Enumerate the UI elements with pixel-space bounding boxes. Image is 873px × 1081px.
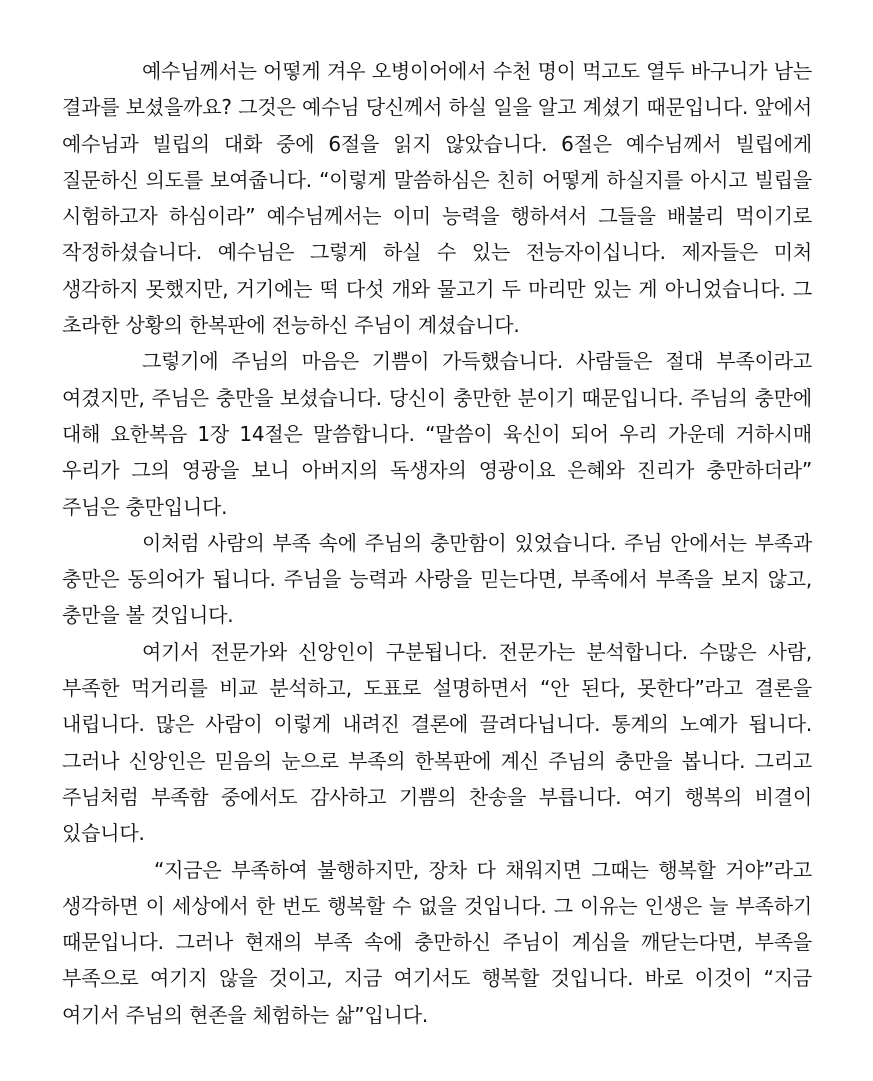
paragraph-3: 이처럼 사람의 부족 속에 주님의 충만함이 있었습니다. 주님 안에서는 부족과 충만은 동의어가 됩니다. 주님을 능력과 사랑을 믿는다면, 부족에서 부족을 보지 않고, 충만을 볼 것입니다. <box>62 530 812 628</box>
paragraph-2: 그렇기에 주님의 마음은 기쁨이 가득했습니다. 사람들은 절대 부족이라고 여겼지만, 주님은 충만을 보셨습니다. 당신이 충만한 분이기 때문입니다. 주님의 충만에 대해 요한복음 1장 14절은 말씀합니다. “말씀이 육신이 되어 우리 가운데 거하시매 우리가 그의 영광을 보니 아버지의 독생자의 영광이요 은혜와 진리가 충만하더라” 주님은 충만입니다. <box>62 349 812 519</box>
paragraph-5: “지금은 부족하여 불행하지만, 장차 다 채워지면 그때는 행복할 거야”라고 생각하면 이 세상에서 한 번도 행복할 수 없을 것입니다. 그 이유는 인생은 늘 부족하기 때문입니다. 그러나 현재의 부족 속에 충만하신 주님이 계심을 깨닫는다면, 부족을 부족으로 여기지 않을 것이고, 지금 여기서도 행복할 것입니다. 바로 이것이 “지금 여기서 주님의 현존을 체험하는 삶”입니다. <box>62 857 812 1027</box>
paragraph-1: 예수님께서는 어떻게 겨우 오병이어에서 수천 명이 먹고도 열두 바구니가 남는 결과를 보셨을까요? 그것은 예수님 당신께서 하실 일을 알고 계셨기 때문입니다. 앞에서 예수님과 빌립의 대화 중에 6절을 읽지 않았습니다. 6절은 예수님께서 빌립에게 질문하신 의도를 보여줍니다. “이렇게 말씀하심은 친히 어떻게 하실지를 아시고 빌립을 시험하고자 하심이라” 예수님께서는 이미 능력을 행하셔서 그들을 배불리 먹이기로 작정하셨습니다. 예수님은 그렇게 하실 수 있는 전능자이십니다. 제자들은 미처 생각하지 못했지만, 거기에는 떡 다섯 개와 물고기 두 마리만 있는 게 아니었습니다. 그 초라한 상황의 한복판에 전능하신 주님이 계셨습니다. <box>62 59 812 338</box>
paragraph-4: 여기서 전문가와 신앙인이 구분됩니다. 전문가는 분석합니다. 수많은 사람, 부족한 먹거리를 비교 분석하고, 도표로 설명하면서 “안 된다, 못한다”라고 결론을 내립니다. 많은 사람이 이렇게 내려진 결론에 끌려다닙니다. 통계의 노예가 됩니다. 그러나 신앙인은 믿음의 눈으로 부족의 한복판에 계신 주님의 충만을 봅니다. 그리고 주님처럼 부족함 중에서도 감사하고 기쁨의 찬송을 부릅니다. 여기 행복의 비결이 있습니다. <box>62 639 812 846</box>
document-body <box>62 53 812 1033</box>
